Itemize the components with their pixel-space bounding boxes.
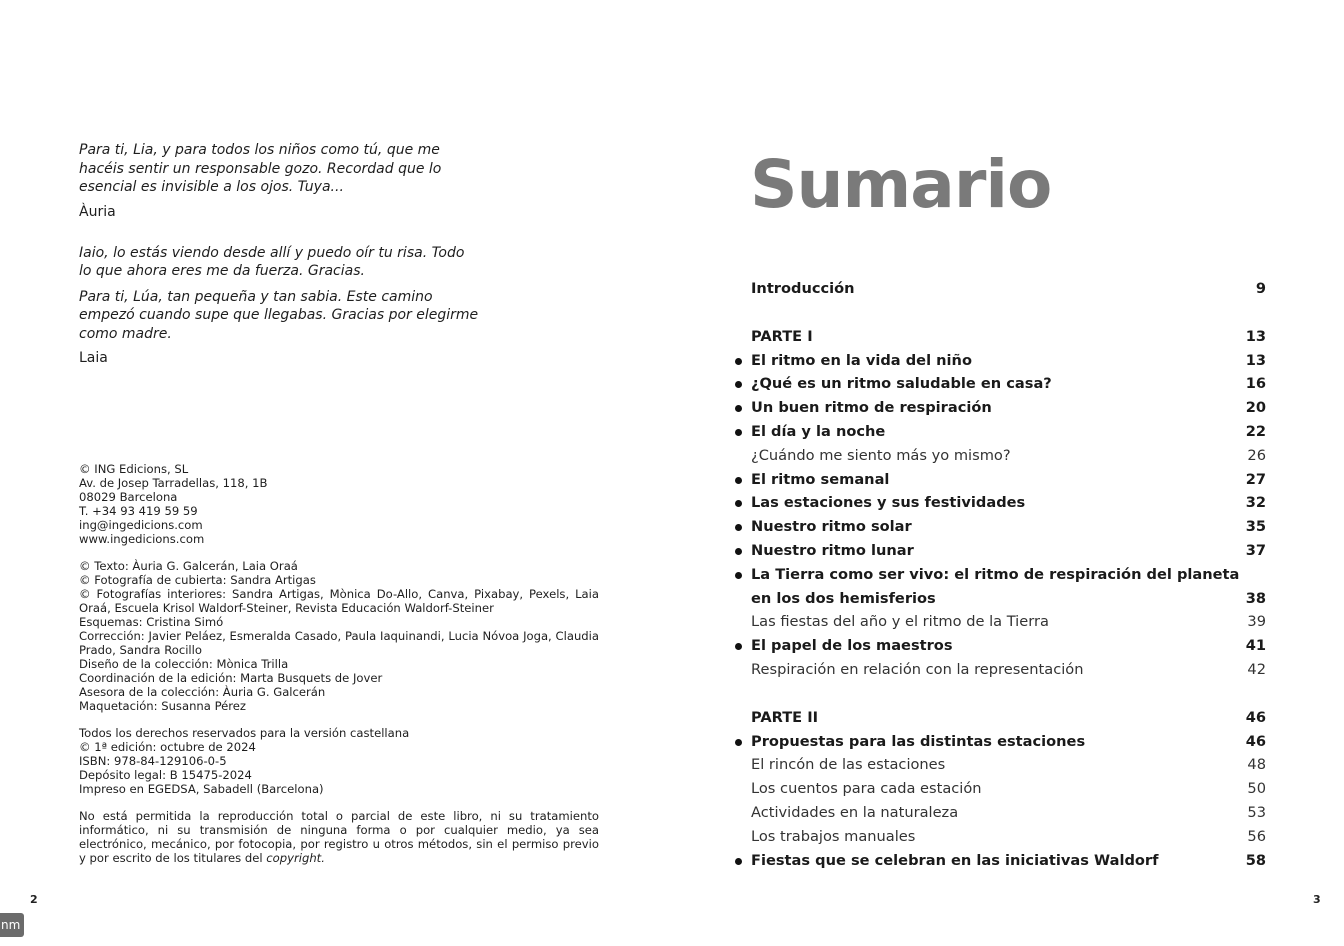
publisher-line: www.ingedicions.com [79,532,205,546]
toc-entry-page: 13 [1245,327,1266,345]
toc-entry-label: ¿Qué es un ritmo saludable en casa? [751,375,1052,393]
legal-notice [79,809,599,865]
toc-entry[interactable] [728,277,1268,301]
dedication-1-signature: Àuria [79,203,116,220]
bullet-icon [735,477,742,484]
toc-entry[interactable] [728,396,1268,420]
bullet-icon [735,524,742,531]
dedication-3-signature: Laia [79,350,108,366]
toc-entry-label: Respiración en relación con la representación [751,660,1084,678]
bullet-icon [735,500,742,507]
toc-entry-page: 35 [1245,518,1266,536]
bullet-icon [735,405,742,412]
toc-entry-label: Fiestas que se celebran en las iniciativas Waldorf [751,851,1159,869]
toc-entry-page: 16 [1245,375,1266,393]
credit-line: © Texto: Àuria G. Galcerán, Laia Oraá [79,559,298,573]
toc-entry[interactable] [728,563,1268,587]
toc-entry-label: El ritmo semanal [751,470,890,488]
toc-entry-page: 50 [1247,780,1266,798]
publisher-line: T. +34 93 419 59 59 [79,504,198,518]
edition-line: © 1ª edición: octubre de 2024 [79,740,256,754]
toc-entry-page: 37 [1245,541,1266,559]
edition-line: Depósito legal: B 15475-2024 [79,768,252,782]
toc-entry-page: 32 [1245,494,1266,512]
table-of-contents [728,277,1268,872]
toc-entry-label: Los trabajos manuales [751,827,916,845]
credit-line: Coordinación de la edición: Marta Busquets de Jover [79,671,383,685]
toc-entry-label: Los cuentos para cada estación [751,780,982,798]
toc-entry[interactable] [728,372,1268,396]
legal-notice-copyright: copyright. [266,851,325,865]
toc-entry[interactable] [728,825,1268,849]
toc-entry[interactable] [728,706,1268,730]
toc-gap [728,301,1268,325]
page-number-left: 2 [30,893,38,906]
credit-line: Diseño de la colección: Mònica Trilla [79,657,289,671]
toc-entry-page: 48 [1247,756,1266,774]
toc-entry-label: La Tierra como ser vivo: el ritmo de respiración del planeta [751,565,1240,583]
toc-entry[interactable] [728,610,1268,634]
dedications [79,141,479,367]
bullet-icon [735,358,742,365]
toc-entry-label: Introducción [751,280,855,297]
toc-entry-page: 58 [1245,851,1266,869]
bullet-icon [735,643,742,650]
toc-entry-page: 13 [1245,351,1266,369]
toc-entry-page: 41 [1245,637,1266,655]
toc-entry-label: Actividades en la naturaleza [751,803,959,821]
toc-entry[interactable] [728,849,1268,873]
side-tab-marker[interactable]: nm [0,913,24,937]
edition-info [79,726,599,796]
toc-entry-page: 27 [1245,470,1266,488]
credit-line: Asesora de la colección: Àuria G. Galcerán [79,685,326,699]
credit-line: © Fotografía de cubierta: Sandra Artigas [79,573,316,587]
toc-entry-page: 46 [1245,732,1266,750]
dedication-1-text: Para ti, Lia, y para todos los niños como tú, que me hacéis sentir un responsable gozo. Recordad que lo esencial es invisible a los ojos. Tuya... [79,142,442,195]
toc-entry-label: El rincón de las estaciones [751,756,946,774]
toc-entry[interactable] [728,444,1268,468]
toc-entry[interactable] [728,658,1268,682]
toc-entry-page: 39 [1247,613,1266,631]
toc-entry[interactable] [728,420,1268,444]
bullet-icon [735,548,742,555]
toc-entry-page: 20 [1245,399,1266,417]
bullet-icon [735,381,742,388]
toc-entry-page: 42 [1247,660,1266,678]
toc-entry[interactable] [728,634,1268,658]
toc-entry-label: Propuestas para las distintas estaciones [751,732,1086,750]
toc-entry-label: Las estaciones y sus festividades [751,494,1026,512]
publisher-line: ing@ingedicions.com [79,518,203,532]
toc-entry-page: 9 [1255,280,1266,297]
toc-entry-label: PARTE II [751,708,819,726]
toc-entry[interactable] [728,753,1268,777]
right-page [672,0,1344,946]
toc-entry-label: ¿Cuándo me siento más yo mismo? [751,446,1011,464]
bullet-icon [735,429,742,436]
credit-line: © Fotografías interiores: Sandra Artigas, Mònica Do-Allo, Canva, Pixabay, Pexels, Laia Oraá, Escuela Krisol Waldorf-Steiner, Revista Educación Waldorf-Steiner [79,587,599,615]
page-number-right: 3 [1313,893,1321,906]
toc-entry[interactable] [728,491,1268,515]
toc-entry-label: El ritmo en la vida del niño [751,351,972,369]
edition-line: ISBN: 978-84-129106-0-5 [79,754,227,768]
legal-notice-text: No está permitida la reproducción total o parcial de este libro, ni su tratamiento informático, ni su transmisión de ninguna forma o por cualquier medio, ya sea electrónico, mecánico, por fotocopia, por registro u otros métodos, sin el permiso previo y por escrito de los titulares del [79,809,599,865]
toc-entry[interactable] [728,730,1268,754]
toc-entry[interactable] [728,515,1268,539]
toc-entry[interactable] [728,349,1268,373]
toc-entry-page: 26 [1247,446,1266,464]
credits-list [79,559,599,713]
toc-entry-page: 22 [1245,422,1266,440]
credit-line: Maquetación: Susanna Pérez [79,699,247,713]
toc-entry[interactable] [728,539,1268,563]
publisher-line: © ING Edicions, SL [79,462,189,476]
toc-entry-label: Nuestro ritmo solar [751,518,912,536]
toc-entry-page: 53 [1247,803,1266,821]
publisher-info [79,462,599,546]
bullet-icon [735,739,742,746]
toc-entry-label: PARTE I [751,327,813,345]
credit-line: Esquemas: Cristina Simó [79,615,224,629]
toc-entry-label: El día y la noche [751,422,886,440]
toc-gap [728,682,1268,706]
bullet-icon [735,858,742,865]
toc-entry-page: 46 [1245,708,1266,726]
bullet-icon [735,572,742,579]
toc-entry[interactable] [728,777,1268,801]
toc-entry[interactable] [728,801,1268,825]
publisher-line: 08029 Barcelona [79,490,178,504]
toc-entry-label: Un buen ritmo de respiración [751,399,992,417]
toc-entry[interactable] [728,587,1268,611]
toc-entry-page: 56 [1247,827,1266,845]
edition-line: Todos los derechos reservados para la versión castellana [79,726,410,740]
credits-colophon [79,462,599,878]
toc-entry[interactable] [728,468,1268,492]
toc-entry-page: 38 [1245,589,1266,607]
toc-entry-label: en los dos hemisferios [751,589,936,607]
edition-line: Impreso en EGEDSA, Sabadell (Barcelona) [79,782,324,796]
toc-entry-label: Nuestro ritmo lunar [751,541,914,559]
publisher-line: Av. de Josep Tarradellas, 118, 1B [79,476,268,490]
dedication-2-text: Iaio, lo estás viendo desde allí y puedo oír tu risa. Todo lo que ahora eres me da fuerza. Gracias. [79,244,465,279]
toc-title: Sumario [750,146,1052,223]
toc-entry[interactable] [728,325,1268,349]
toc-entry-label: El papel de los maestros [751,637,953,655]
dedication-3-text: Para ti, Lúa, tan pequeña y tan sabia. Este camino empezó cuando supe que llegabas. Gracias por elegirme como madre. [79,288,479,342]
credit-line: Corrección: Javier Peláez, Esmeralda Casado, Paula Iaquinandi, Lucia Nóvoa Joga, Claudia Prado, Sandra Rocillo [79,629,599,657]
toc-entry-label: Las fiestas del año y el ritmo de la Tierra [751,613,1049,631]
